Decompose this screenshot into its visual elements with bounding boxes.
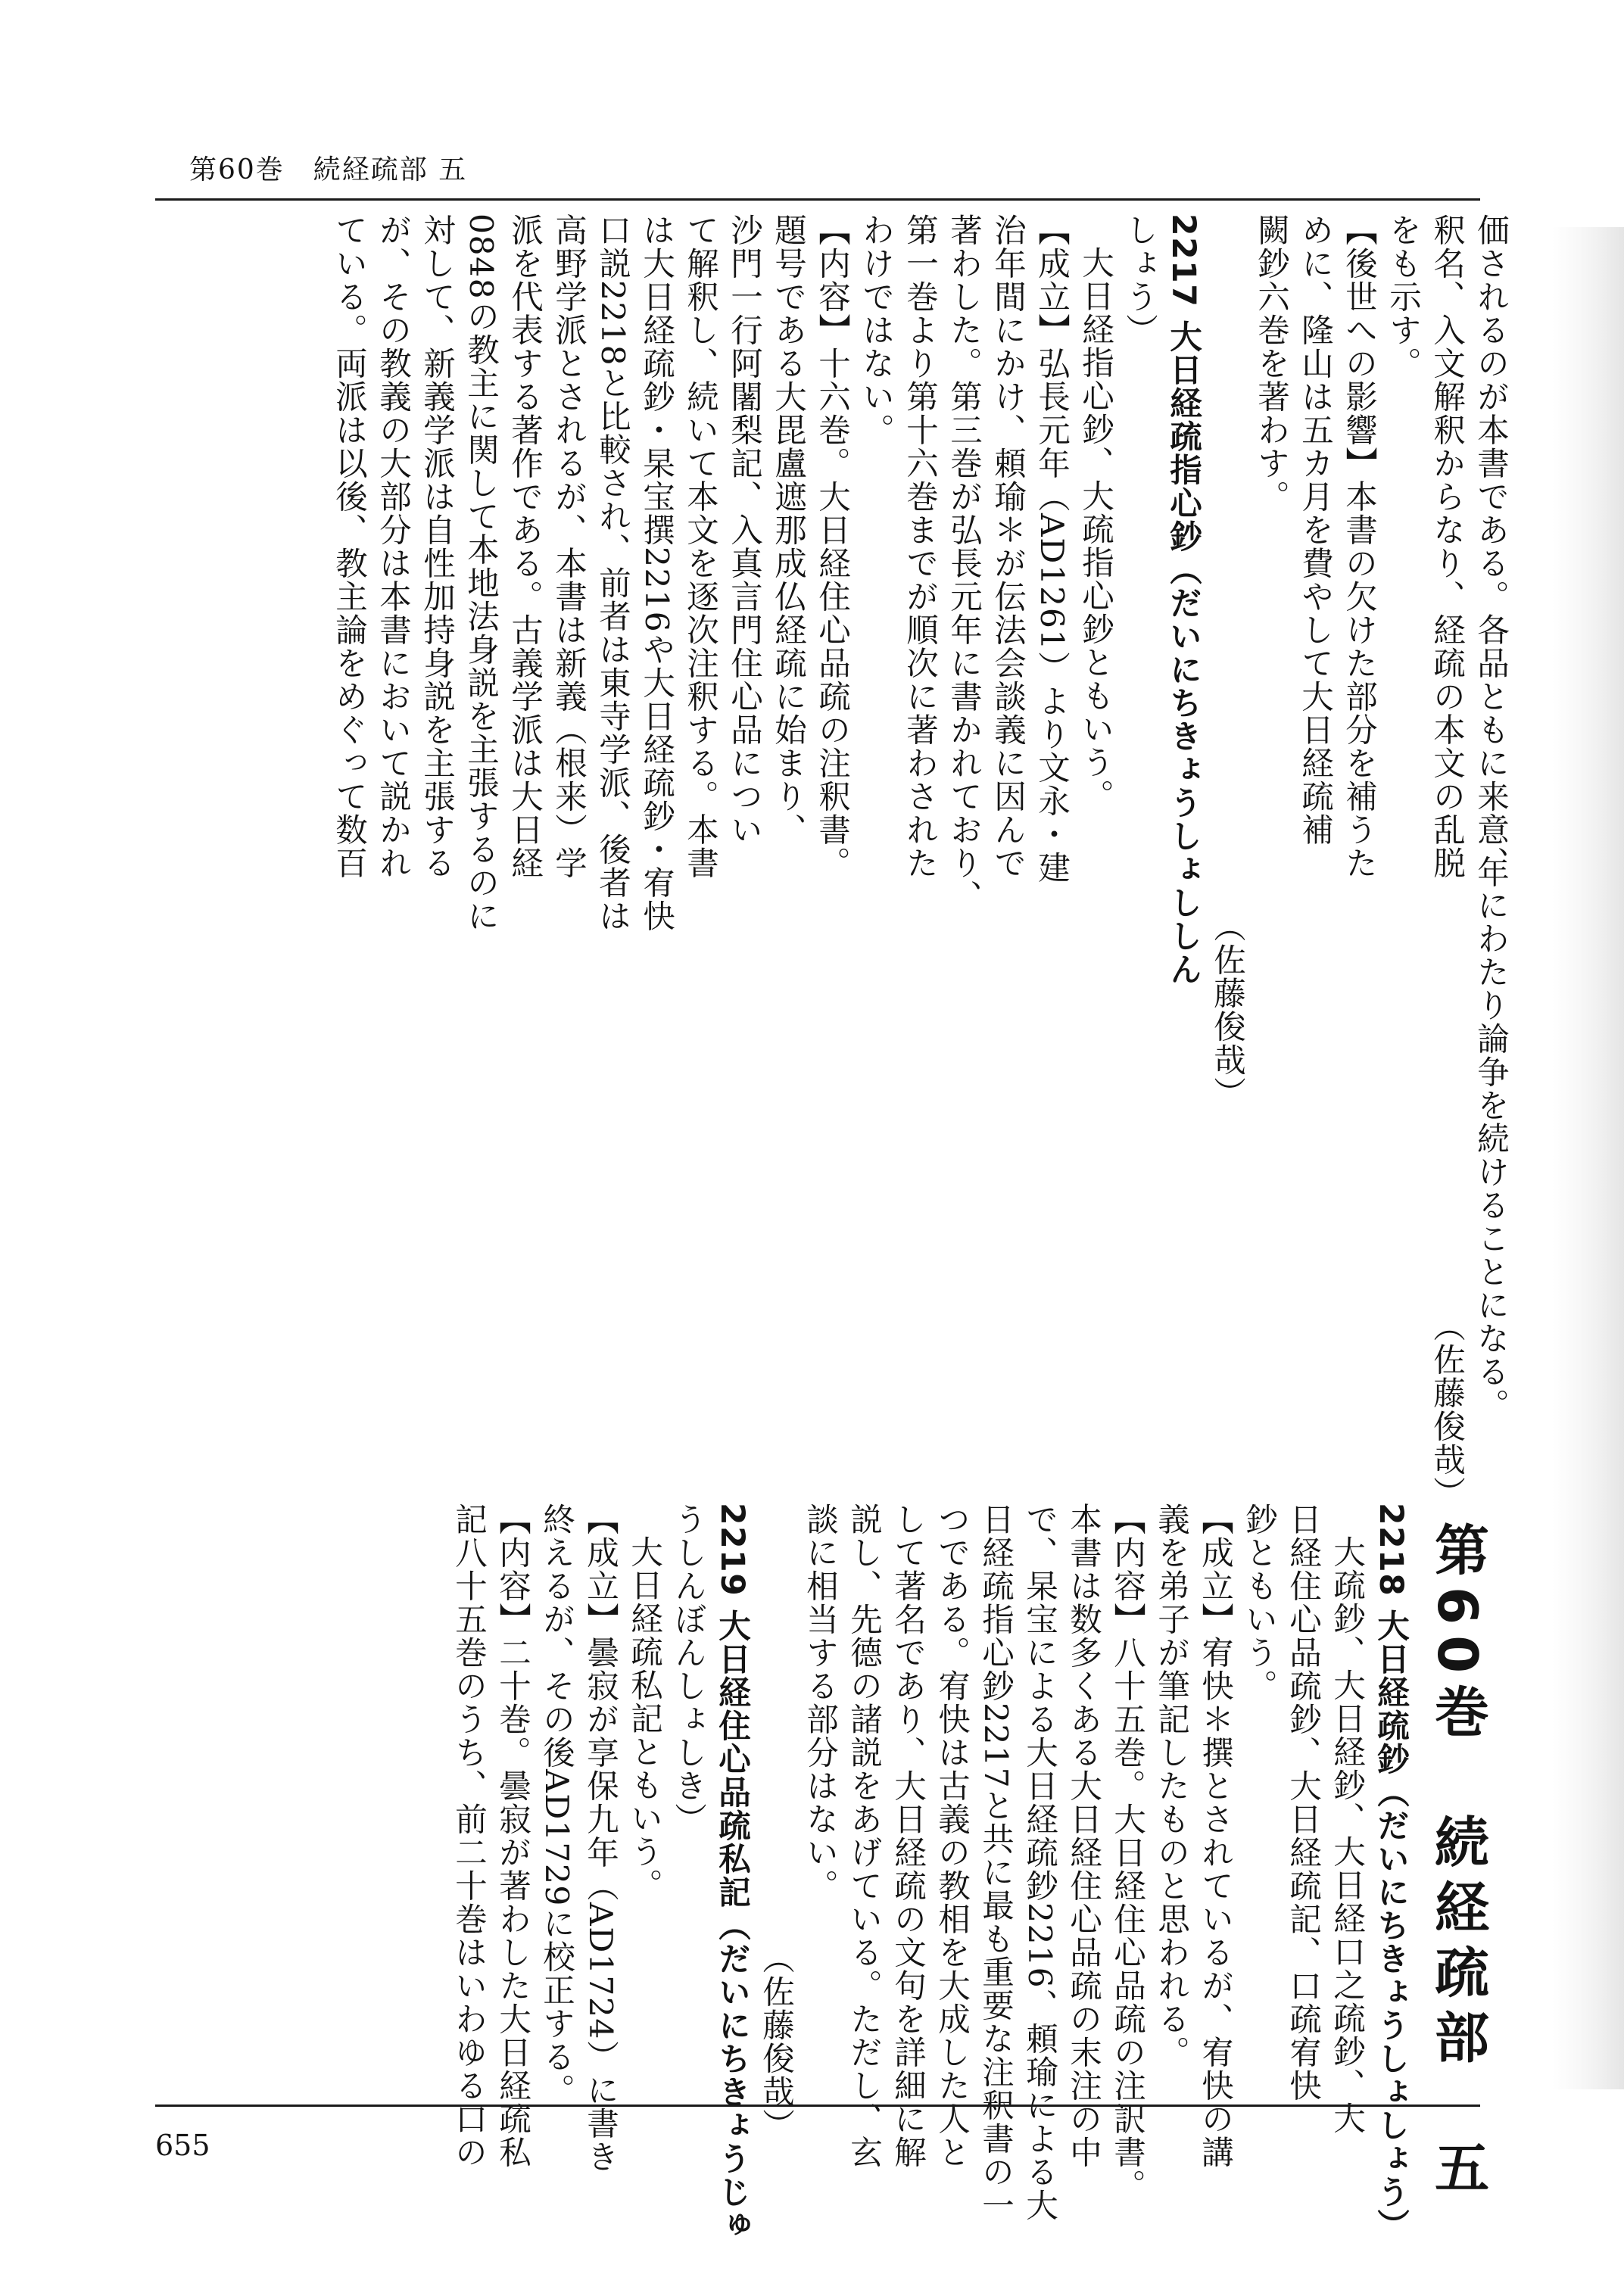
page-number: 655 [155,2129,210,2162]
text-line: は大日経疏鈔・杲宝撰2216や大日経疏鈔・宥快 [637,213,675,933]
text-line: わけではない。 [857,213,894,447]
text-line: 日経住心品疏鈔、大日経疏記、口疏宥快 [1284,1503,1321,2102]
text-line: 大日経指心鈔、大疏指心鈔ともいう。 [1077,245,1114,812]
text-line: 闕鈔六巻を著わす。 [1252,213,1289,513]
text-line: 0848の教主に関して本地法身説を主張するのに [462,213,499,933]
volume-title: 第60巻 続経疏部 五 [1426,1522,1489,2205]
text-line: が、その教義の大部分は本書において説かれ [374,213,411,880]
text-line: しょう） [1121,213,1158,347]
section-heading-line: 【成立】宥快＊撰とされているが、宥快の講 [1196,1503,1233,2169]
upper-text-block [115,213,1512,1288]
section-heading-line: 【成立】曇寂が享保九年（AD1724）に書き [581,1503,619,2173]
section-heading-line: 【内容】八十五巻。大日経住心品疏の注訳書。 [1108,1503,1146,2202]
text-line: 本書は数多くある大日経住心品疏の末注の中 [1064,1503,1102,2169]
footer-rule [155,2105,1480,2107]
header-rule [155,198,1480,201]
text-line: 題号である大毘盧遮那成仏経疏に始まり、 [769,213,806,846]
text-line: して著名であり、大日経疏の文句を詳細に解 [889,1503,926,2169]
running-head: 第60巻 続経疏部 五 [189,154,468,185]
text-line: 著わした。第三巻が弘長元年に書かれており、 [945,213,982,913]
text-line: 第一巻より第十六巻までが順次に著わされた [901,213,938,880]
text-line: 大日経疏私記ともいう。 [625,1534,662,1902]
section-heading-line: 【後世への影響】本書の欠けた部分を補うた [1340,213,1377,880]
entry-title-2217: 2217 大日経疏指心鈔（だいにちきょうしょししん [1164,213,1202,986]
text-line: ている。両派は以後、教主論をめぐって数百 [330,213,367,880]
author-credit: （佐藤俊哉） [1428,1310,1465,1509]
author-credit: （佐藤俊哉） [1208,910,1245,1110]
text-line: 沙門一行阿闍梨記、入真言門住心品につい [725,213,762,846]
text-line: 大疏鈔、大日経鈔、大日経口之疏鈔、大 [1328,1534,1365,2135]
text-line: 対して、新義学派は自性加持身説を主張する [418,213,455,880]
scan-edge-shadow [1552,227,1624,2089]
section-heading-line: 【成立】弘長元年（AD1261）より文永・建 [1033,213,1070,884]
entry-title-2218: 2218 大日経疏鈔（だいにちきょうしょしょう） [1372,1503,1409,2242]
text-line: 口説2218と比較され、前者は東寺学派、後者は [594,213,631,933]
text-line: つである。宥快は古義の教相を大成した人と [933,1503,970,2169]
text-line: 日経疏指心鈔2217と共に最も重要な注釈書の一 [977,1503,1014,2223]
text-line: 説し、先德の諸説をあげている。ただし、玄 [845,1503,882,2169]
text-line: 年にわたり論争を続けることになる。 [1472,855,1509,1422]
text-line: をも示す。 [1384,213,1421,380]
section-heading-line: 【内容】二十巻。曇寂が著わした大日経疏私 [494,1503,531,2169]
text-line: 高野学派とされるが、本書は新義（根来）学 [550,213,587,880]
text-line: 談に相当する部分はない。 [801,1503,838,1902]
continuation-block [1406,855,1512,1509]
author-credit: （佐藤俊哉） [757,1942,794,2142]
text-line: めに、隆山は五カ月を費やして大日経疏補 [1296,213,1333,846]
text-line: 義を弟子が筆記したものと思われる。 [1152,1503,1189,2069]
text-line: で、杲宝による大日経疏鈔2216、頼瑜による大 [1021,1503,1058,2223]
entry-title-2219: 2219 大日経住心品疏私記（だいにちきょうじゅ [713,1503,750,2242]
text-line: 派を代表する著作である。古義学派は大日経 [506,213,543,880]
text-line: うしんぼんしょしき） [669,1503,706,1836]
text-line: 治年間にかけ、頼瑜＊が伝法会談義に因んで [989,213,1026,880]
text-line: て解釈し、続いて本文を逐次注釈する。本書 [681,213,718,880]
text-line: 釈名、入文解釈からなり、経疏の本文の乱脱 [1428,213,1465,880]
section-heading-line: 【内容】十六巻。大日経住心品疏の注釈書。 [813,213,850,880]
text-line: 記八十五巻のうち、前二十巻はいわゆる口の [450,1503,487,2169]
text-line: 終えるが、その後AD1729に校正する。 [538,1503,575,2107]
text-line: 鈔ともいう。 [1240,1503,1277,1703]
text-line: 価されるのが本書である。各品ともに来意、 [1472,213,1509,880]
